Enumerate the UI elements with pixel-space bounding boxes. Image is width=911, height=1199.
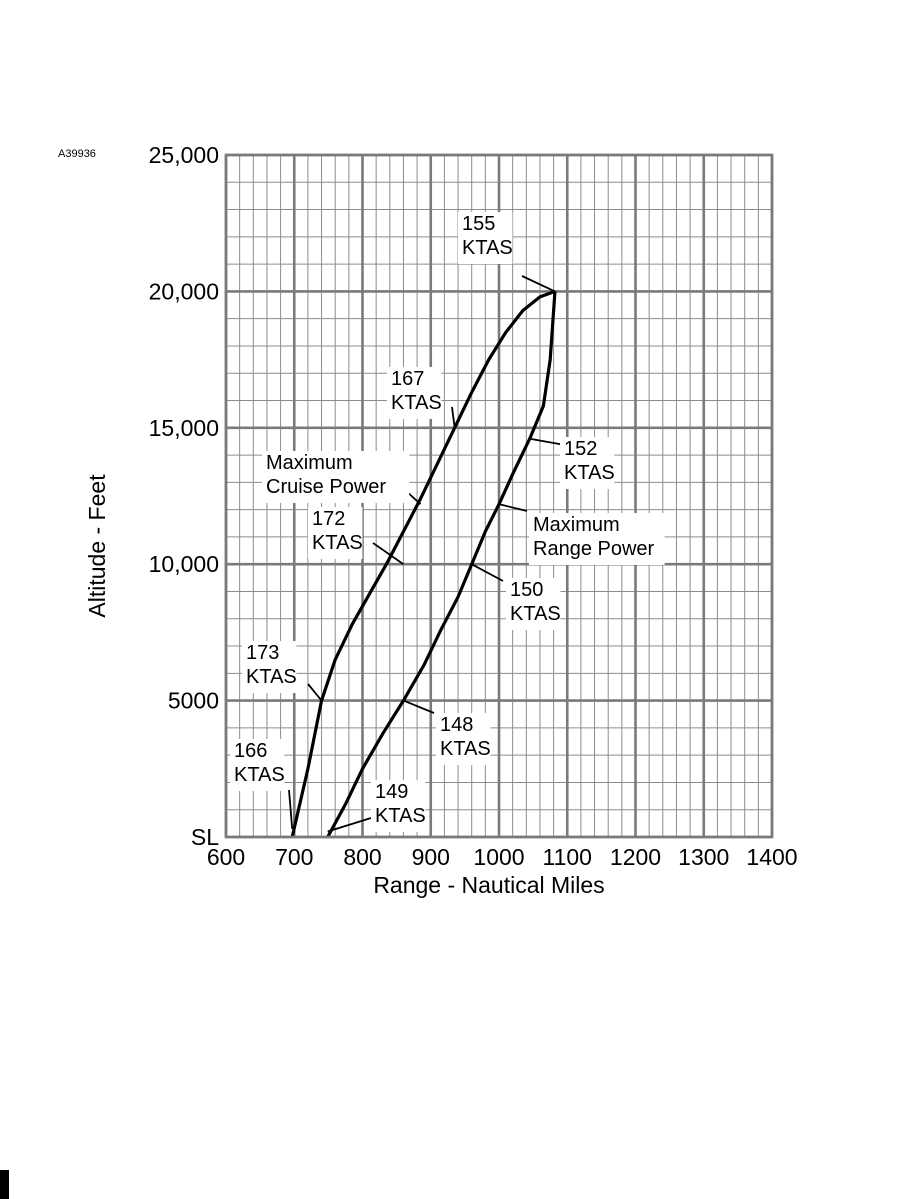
annotation-label: Range Power [533, 538, 655, 560]
annotation-label: Maximum [533, 514, 620, 536]
annotation-label: 173 [246, 642, 280, 664]
annotation-label: KTAS [375, 805, 426, 827]
annotation-label: 166 [234, 740, 268, 762]
annotation-label: 150 [510, 579, 544, 601]
annotation-label: KTAS [234, 764, 285, 786]
annotation-label: KTAS [246, 666, 297, 688]
x-tick-label: 900 [411, 844, 450, 870]
annotation-label: Cruise Power [266, 476, 387, 498]
annotation-label: KTAS [312, 532, 363, 554]
annotation-label: KTAS [391, 392, 442, 414]
y-tick-label: 25,000 [148, 142, 219, 168]
annotation-label: Maximum [266, 452, 353, 474]
annotation-label: KTAS [564, 462, 615, 484]
y-tick-label: 5000 [167, 687, 219, 714]
x-tick-label: 1000 [473, 844, 525, 870]
annotation-label: 149 [375, 781, 409, 803]
x-tick-label: 1400 [746, 844, 798, 870]
page-corner-mark [0, 1170, 9, 1199]
x-tick-label: 600 [206, 844, 246, 870]
x-tick-label: 800 [343, 844, 382, 870]
x-tick-label: 1200 [609, 844, 662, 870]
annotation-label: KTAS [440, 738, 491, 760]
annotation-label: 167 [391, 368, 425, 390]
x-axis-label: Range - Nautical Miles [373, 872, 605, 898]
x-tick-label: 1300 [678, 844, 730, 870]
annotation-label: 152 [564, 438, 598, 460]
annotation-label: KTAS [462, 237, 513, 259]
y-axis-label: Altitude - Feet [84, 474, 110, 618]
annotation-label: 148 [440, 714, 474, 736]
annotation-label: KTAS [510, 603, 561, 625]
x-tick-label: 700 [275, 844, 314, 870]
y-tick-label: 20,000 [148, 278, 219, 305]
y-tick-label: 15,000 [148, 414, 219, 441]
y-tick-label: SL [190, 824, 219, 850]
annotation-label: 155 [462, 213, 496, 235]
x-tick-label: 1100 [542, 844, 592, 870]
figure-id: A39936 [58, 148, 96, 160]
y-tick-label: 10,000 [148, 551, 219, 578]
annotation-label: 172 [312, 508, 346, 530]
